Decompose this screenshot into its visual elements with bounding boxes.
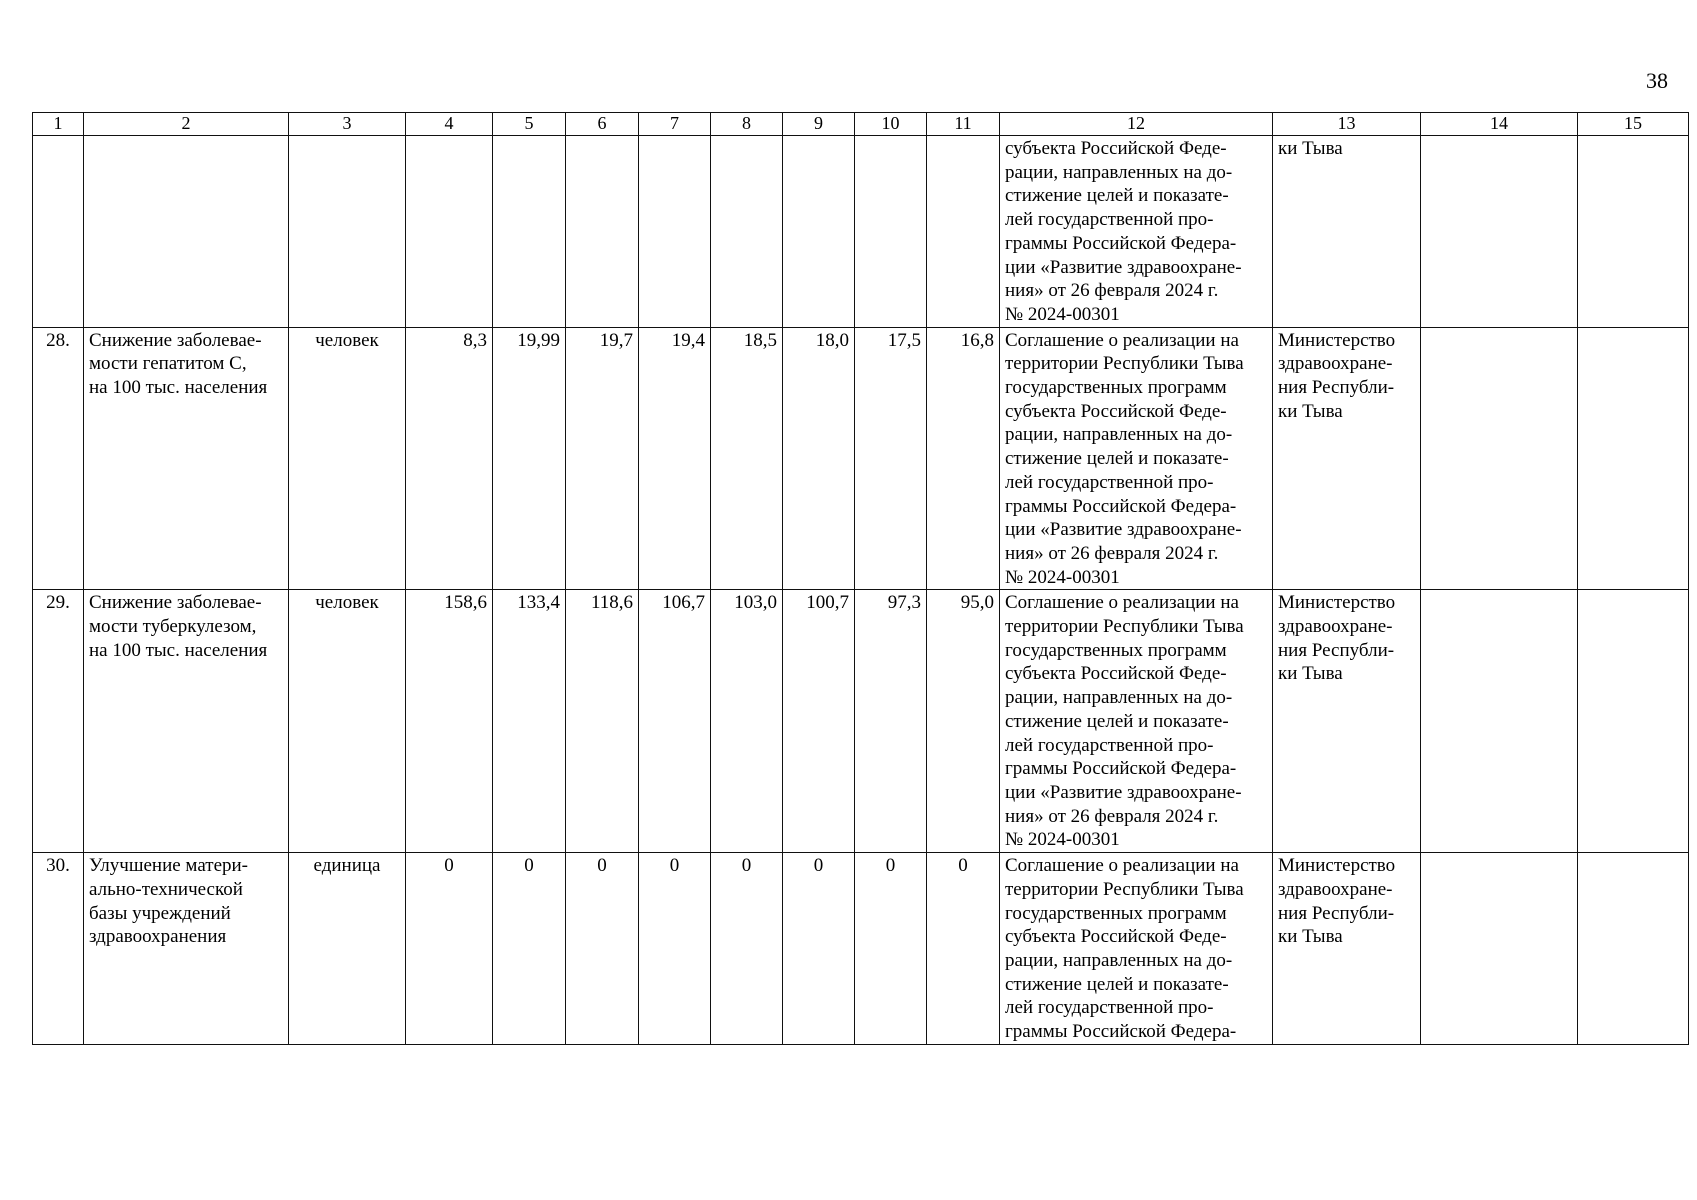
empty-cell <box>406 136 493 328</box>
continuation-row <box>33 136 1689 328</box>
indicator-name-cell: Снижение заболевае- мости туберкулезом, на 100 тыс. населения <box>84 590 289 853</box>
value-cell: 158,6 <box>406 590 493 853</box>
value-cell: 0 <box>711 853 783 1045</box>
row-number-cell: 29. <box>33 590 84 853</box>
unit-cell: единица <box>289 853 406 1045</box>
value-cell: 95,0 <box>927 590 1000 853</box>
indicator-name-cell: Снижение заболевае- мости гепатитом С, на 100 тыс. населения <box>84 327 289 590</box>
value-cell: 100,7 <box>783 590 855 853</box>
indicator-table <box>32 112 1689 1045</box>
value-cell: 8,3 <box>406 327 493 590</box>
value-cell: 103,0 <box>711 590 783 853</box>
header-cell-5: 5 <box>493 113 566 136</box>
value-cell: 18,5 <box>711 327 783 590</box>
row-number-cell: 30. <box>33 853 84 1045</box>
value-cell: 16,8 <box>927 327 1000 590</box>
header-cell-10: 10 <box>855 113 927 136</box>
empty-cell <box>855 136 927 328</box>
value-cell: 97,3 <box>855 590 927 853</box>
responsible-cell: ки Тыва <box>1273 136 1421 328</box>
header-cell-8: 8 <box>711 113 783 136</box>
col14-cell <box>1421 327 1578 590</box>
value-cell: 106,7 <box>639 590 711 853</box>
responsible-cell: Министерство здравоохране- ния Республи- ки Тыва <box>1273 327 1421 590</box>
col14-cell <box>1421 590 1578 853</box>
empty-cell <box>927 136 1000 328</box>
header-cell-14: 14 <box>1421 113 1578 136</box>
col14-cell <box>1421 853 1578 1045</box>
row-number-cell: 28. <box>33 327 84 590</box>
header-row <box>33 113 1689 136</box>
empty-cell <box>1421 136 1578 328</box>
value-cell: 19,7 <box>566 327 639 590</box>
header-cell-12: 12 <box>1000 113 1273 136</box>
value-cell: 0 <box>639 853 711 1045</box>
col15-cell <box>1578 590 1689 853</box>
empty-cell <box>783 136 855 328</box>
header-cell-4: 4 <box>406 113 493 136</box>
responsible-cell: Министерство здравоохране- ния Республи- ки Тыва <box>1273 853 1421 1045</box>
agreement-cell: Соглашение о реализации на территории Республики Тыва государственных программ субъекта Российской Феде- рации, направленных на до- стижение целей и показате- лей государственной про- граммы Российской Федера- <box>1000 853 1273 1045</box>
header-cell-11: 11 <box>927 113 1000 136</box>
header-cell-15: 15 <box>1578 113 1689 136</box>
header-cell-3: 3 <box>289 113 406 136</box>
page-number: 38 <box>1646 68 1668 93</box>
table-row <box>33 327 1689 590</box>
agreement-cell: субъекта Российской Феде- рации, направленных на до- стижение целей и показате- лей государственной про- граммы Российской Федера- ции «Развитие здравоохране- ния» от 26 февраля 2024 г. № 2024-00301 <box>1000 136 1273 328</box>
value-cell: 17,5 <box>855 327 927 590</box>
value-cell: 0 <box>855 853 927 1045</box>
header-cell-2: 2 <box>84 113 289 136</box>
unit-cell: человек <box>289 327 406 590</box>
empty-cell <box>1578 136 1689 328</box>
value-cell: 0 <box>927 853 1000 1045</box>
value-cell: 19,99 <box>493 327 566 590</box>
value-cell: 0 <box>566 853 639 1045</box>
empty-cell <box>639 136 711 328</box>
agreement-cell: Соглашение о реализации на территории Республики Тыва государственных программ субъекта Российской Феде- рации, направленных на до- стижение целей и показате- лей государственной про- граммы Российской Федера- ции «Развитие здравоохране- ния» от 26 февраля 2024 г. № 2024-00301 <box>1000 590 1273 853</box>
header-cell-13: 13 <box>1273 113 1421 136</box>
col15-cell <box>1578 327 1689 590</box>
value-cell: 118,6 <box>566 590 639 853</box>
indicator-name-cell: Улучшение матери- ально-технической базы учреждений здравоохранения <box>84 853 289 1045</box>
header-cell-7: 7 <box>639 113 711 136</box>
value-cell: 0 <box>783 853 855 1045</box>
header-cell-6: 6 <box>566 113 639 136</box>
empty-cell <box>289 136 406 328</box>
header-cell-1: 1 <box>33 113 84 136</box>
value-cell: 19,4 <box>639 327 711 590</box>
agreement-cell: Соглашение о реализации на территории Республики Тыва государственных программ субъекта Российской Феде- рации, направленных на до- стижение целей и показате- лей государственной про- граммы Российской Федера- ции «Развитие здравоохране- ния» от 26 февраля 2024 г. № 2024-00301 <box>1000 327 1273 590</box>
value-cell: 0 <box>493 853 566 1045</box>
table-row <box>33 590 1689 853</box>
value-cell: 18,0 <box>783 327 855 590</box>
header-cell-9: 9 <box>783 113 855 136</box>
value-cell: 133,4 <box>493 590 566 853</box>
value-cell: 0 <box>406 853 493 1045</box>
empty-cell <box>33 136 84 328</box>
empty-cell <box>566 136 639 328</box>
empty-cell <box>493 136 566 328</box>
responsible-cell: Министерство здравоохране- ния Республи- ки Тыва <box>1273 590 1421 853</box>
col15-cell <box>1578 853 1689 1045</box>
empty-cell <box>84 136 289 328</box>
table-row <box>33 853 1689 1045</box>
empty-cell <box>711 136 783 328</box>
unit-cell: человек <box>289 590 406 853</box>
